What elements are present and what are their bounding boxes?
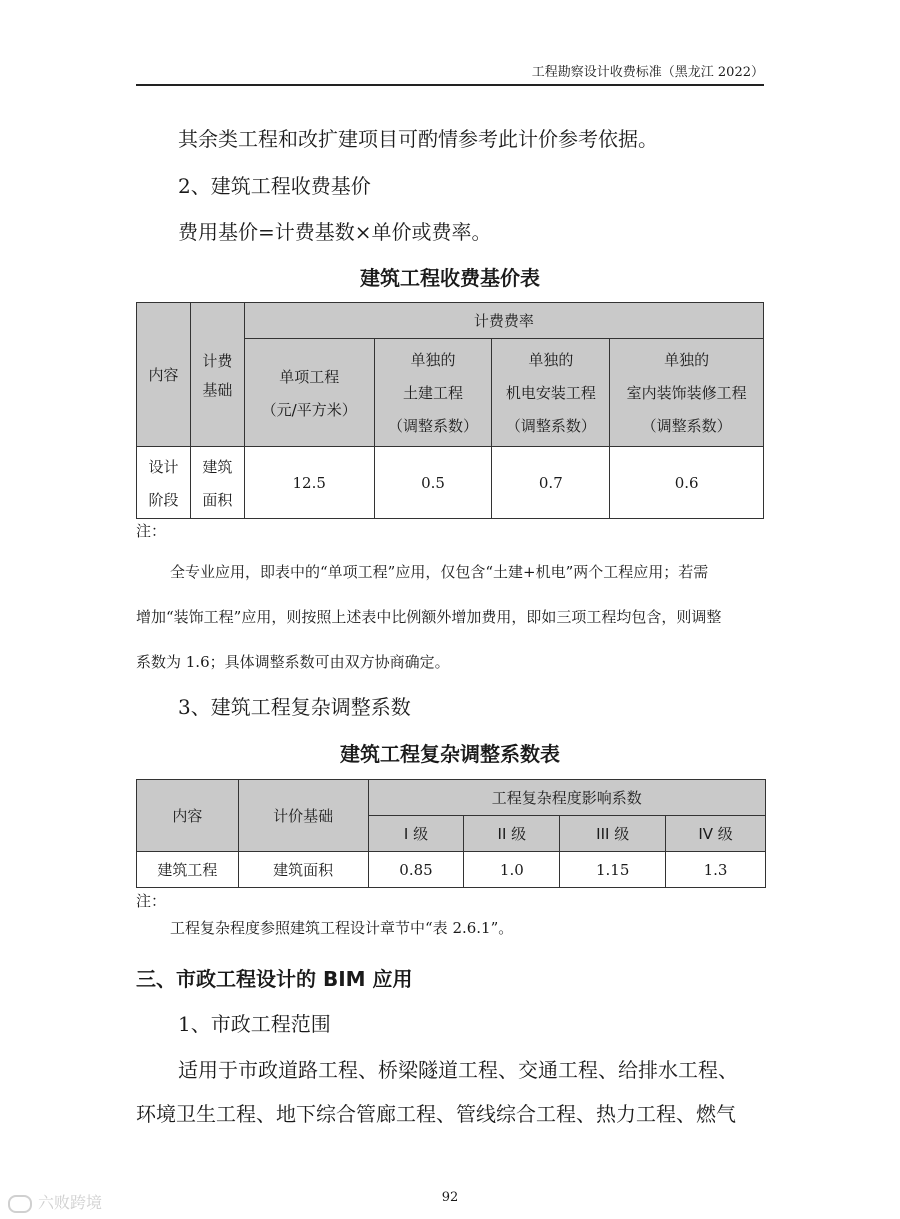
- table1-note-line: 全专业应用，即表中的“单项工程”应用，仅包含“土建+机电”两个工程应用；若需: [170, 563, 709, 581]
- cell-content: [137, 447, 191, 519]
- watermark-text: 六败跨境: [38, 1193, 103, 1212]
- header-line: （调整系数）: [641, 417, 732, 435]
- cell-value: 0.5: [374, 447, 492, 519]
- header-interior: [610, 339, 764, 447]
- header-level-3: III 级: [560, 816, 666, 852]
- table1-note-line: 系数为 1.6；具体调整系数可由双方协商确定。: [136, 653, 450, 671]
- complexity-coefficient-table: [136, 779, 766, 888]
- page-number: 92: [441, 1190, 459, 1205]
- table1-title: 建筑工程收费基价表: [360, 266, 540, 290]
- header-line: 单独的: [410, 351, 456, 369]
- cell-value: 12.5: [244, 447, 374, 519]
- header-basis-line1: 计费: [202, 351, 233, 370]
- cell-value: 1.15: [560, 852, 666, 888]
- cell-value: 0.85: [368, 852, 464, 888]
- cell-content: 建筑工程: [137, 852, 239, 888]
- section-heading-3: 三、市政工程设计的 BIM 应用: [136, 967, 413, 991]
- header-content: 内容: [137, 780, 239, 852]
- header-line: 土建工程: [403, 384, 464, 402]
- watermark-logo-icon: [8, 1195, 32, 1213]
- table2-note-label: 注：: [136, 892, 167, 910]
- cell-basis: 建筑面积: [238, 852, 368, 888]
- header-complexity: 工程复杂程度影响系数: [368, 780, 765, 816]
- subsection-heading-2: 2、建筑工程收费基价: [178, 174, 371, 198]
- subsection-heading-municipal: 1、市政工程范围: [178, 1012, 331, 1036]
- header-line: （调整系数）: [505, 417, 596, 435]
- paragraph-reference-note: 其余类工程和改扩建项目可酌情参考此计价参考依据。: [178, 127, 658, 151]
- header-line: 室内装饰装修工程: [626, 384, 747, 402]
- header-single-project: [244, 339, 374, 447]
- header-basis-line2: 基础: [202, 380, 233, 399]
- subsection-heading-3: 3、建筑工程复杂调整系数: [178, 695, 411, 719]
- header-line: 机电安装工程: [505, 384, 596, 402]
- header-basis: [190, 303, 244, 447]
- cell-line: 面积: [202, 490, 233, 509]
- cell-line: 设计: [148, 457, 179, 476]
- header-civil: [374, 339, 492, 447]
- cell-value: 0.6: [610, 447, 764, 519]
- body-line: 适用于市政道路工程、桥梁隧道工程、交通工程、给排水工程、: [178, 1058, 738, 1082]
- header-fee-rate: 计费费率: [244, 303, 763, 339]
- header-mep: [492, 339, 610, 447]
- table-row: [137, 447, 764, 519]
- header-line: （元/平方米）: [261, 400, 357, 419]
- body-line: 环境卫生工程、地下综合管廊工程、管线综合工程、热力工程、燃气: [136, 1102, 736, 1126]
- running-header: 工程勘察设计收费标准（黑龙江 2022）: [136, 64, 764, 86]
- table2-title: 建筑工程复杂调整系数表: [340, 742, 560, 766]
- cell-basis: [190, 447, 244, 519]
- header-basis: 计价基础: [238, 780, 368, 852]
- watermark: [8, 1190, 102, 1213]
- header-content: 内容: [137, 303, 191, 447]
- table-row: [137, 852, 766, 888]
- header-level-1: I 级: [368, 816, 464, 852]
- cell-value: 1.0: [464, 852, 560, 888]
- fee-base-price-table: [136, 302, 764, 519]
- cell-value: 1.3: [666, 852, 766, 888]
- cell-value: 0.7: [492, 447, 610, 519]
- cell-line: 建筑: [202, 457, 233, 476]
- cell-line: 阶段: [148, 490, 179, 509]
- formula-paragraph: 费用基价=计费基数×单价或费率。: [178, 220, 492, 244]
- header-line: 单独的: [664, 351, 710, 369]
- header-line: 单项工程: [279, 367, 340, 386]
- header-level-2: II 级: [464, 816, 560, 852]
- header-level-4: IV 级: [666, 816, 766, 852]
- table1-note-line: 增加“装饰工程”应用，则按照上述表中比例额外增加费用，即如三项工程均包含，则调整: [136, 608, 722, 626]
- table1-note-label: 注：: [136, 522, 167, 540]
- header-line: （调整系数）: [388, 417, 479, 435]
- table2-note-line: 工程复杂程度参照建筑工程设计章节中“表 2.6.1”。: [170, 919, 514, 937]
- header-line: 单独的: [528, 351, 574, 369]
